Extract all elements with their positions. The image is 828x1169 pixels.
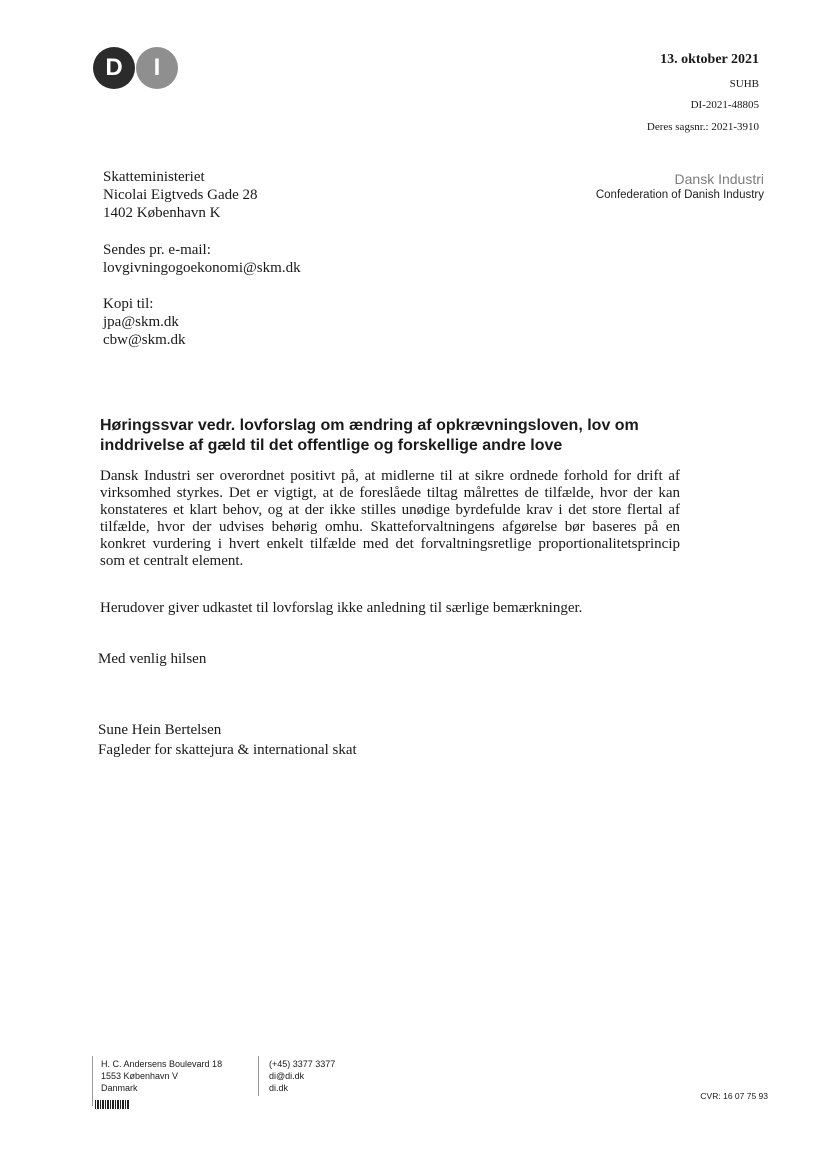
recipient-address — [103, 168, 258, 222]
organization-subtitle: Confederation of Danish Industry — [595, 189, 764, 201]
footer-divider — [258, 1056, 259, 1096]
letter-date: 13. oktober 2021 — [660, 52, 759, 67]
sent-via-block — [103, 241, 301, 277]
cvr-number: CVR: 16 07 75 93 — [700, 1091, 768, 1101]
footer-contact — [269, 1058, 335, 1094]
recipient-line: Skatteministeriet — [103, 169, 205, 185]
letter-subject: Høringssvar vedr. lovforslag om ændring af opkrævningsloven, lov om inddrivelse af gæld til det offentlige og forskellige andre love — [100, 417, 639, 454]
copy-email: cbw@skm.dk — [103, 332, 186, 348]
sent-via-email: lovgivningogoekonomi@skm.dk — [103, 260, 301, 276]
footer-address — [101, 1058, 222, 1094]
copy-block — [103, 295, 186, 349]
their-reference: Deres sagsnr.: 2021-3910 — [646, 121, 759, 133]
footer-divider — [92, 1056, 93, 1106]
footer-email: di@di.dk — [269, 1071, 305, 1081]
footer-address-line: Danmark — [101, 1083, 138, 1093]
recipient-line: 1402 København K — [103, 205, 221, 221]
closing-greeting: Med venlig hilsen — [98, 651, 207, 667]
footer-address-line: H. C. Andersens Boulevard 18 — [101, 1059, 223, 1069]
organization-name: Dansk Industri — [674, 171, 764, 187]
barcode-icon — [95, 1100, 129, 1109]
reference-number: DI-2021-48805 — [690, 99, 759, 111]
logo-letter-d: D — [93, 47, 135, 89]
footer-phone: (+45) 3377 3377 — [269, 1059, 336, 1069]
signature-name: Sune Hein Bertelsen — [98, 722, 222, 738]
recipient-line: Nicolai Eigtveds Gade 28 — [103, 187, 258, 203]
signature-title: Fagleder for skattejura & international skat — [98, 742, 357, 758]
footer-address-line: 1553 København V — [101, 1071, 179, 1081]
footer-website: di.dk — [269, 1083, 289, 1093]
di-logo — [93, 47, 179, 89]
initials: SUHB — [729, 78, 759, 90]
copy-label: Kopi til: — [103, 296, 154, 312]
sent-via-label: Sendes pr. e-mail: — [103, 242, 211, 258]
logo-letter-i: I — [136, 47, 178, 89]
copy-email: jpa@skm.dk — [103, 314, 179, 330]
body-paragraph-2: Herudover giver udkastet til lovforslag ikke anledning til særlige bemærkninger. — [100, 600, 583, 616]
body-paragraph-1: Dansk Industri ser overordnet positivt på, at midlerne til at sikre ordnede forhold for drift af virksomhed styrkes. Det er vigtigt, at de foreslåede tiltag målrettes de tilfælde, hvor der kan konstateres et klart behov, og at der ikke stilles unødige byrdefulde krav i det store flertal af tilfælde, hvor der udvises behørig omhu. Skatteforvaltningens afgørelse bør baseres på en konkret vurdering i hvert enkelt tilfælde med det forvaltningsretlige proportionalitetsprincip som et centralt element. — [100, 468, 680, 569]
